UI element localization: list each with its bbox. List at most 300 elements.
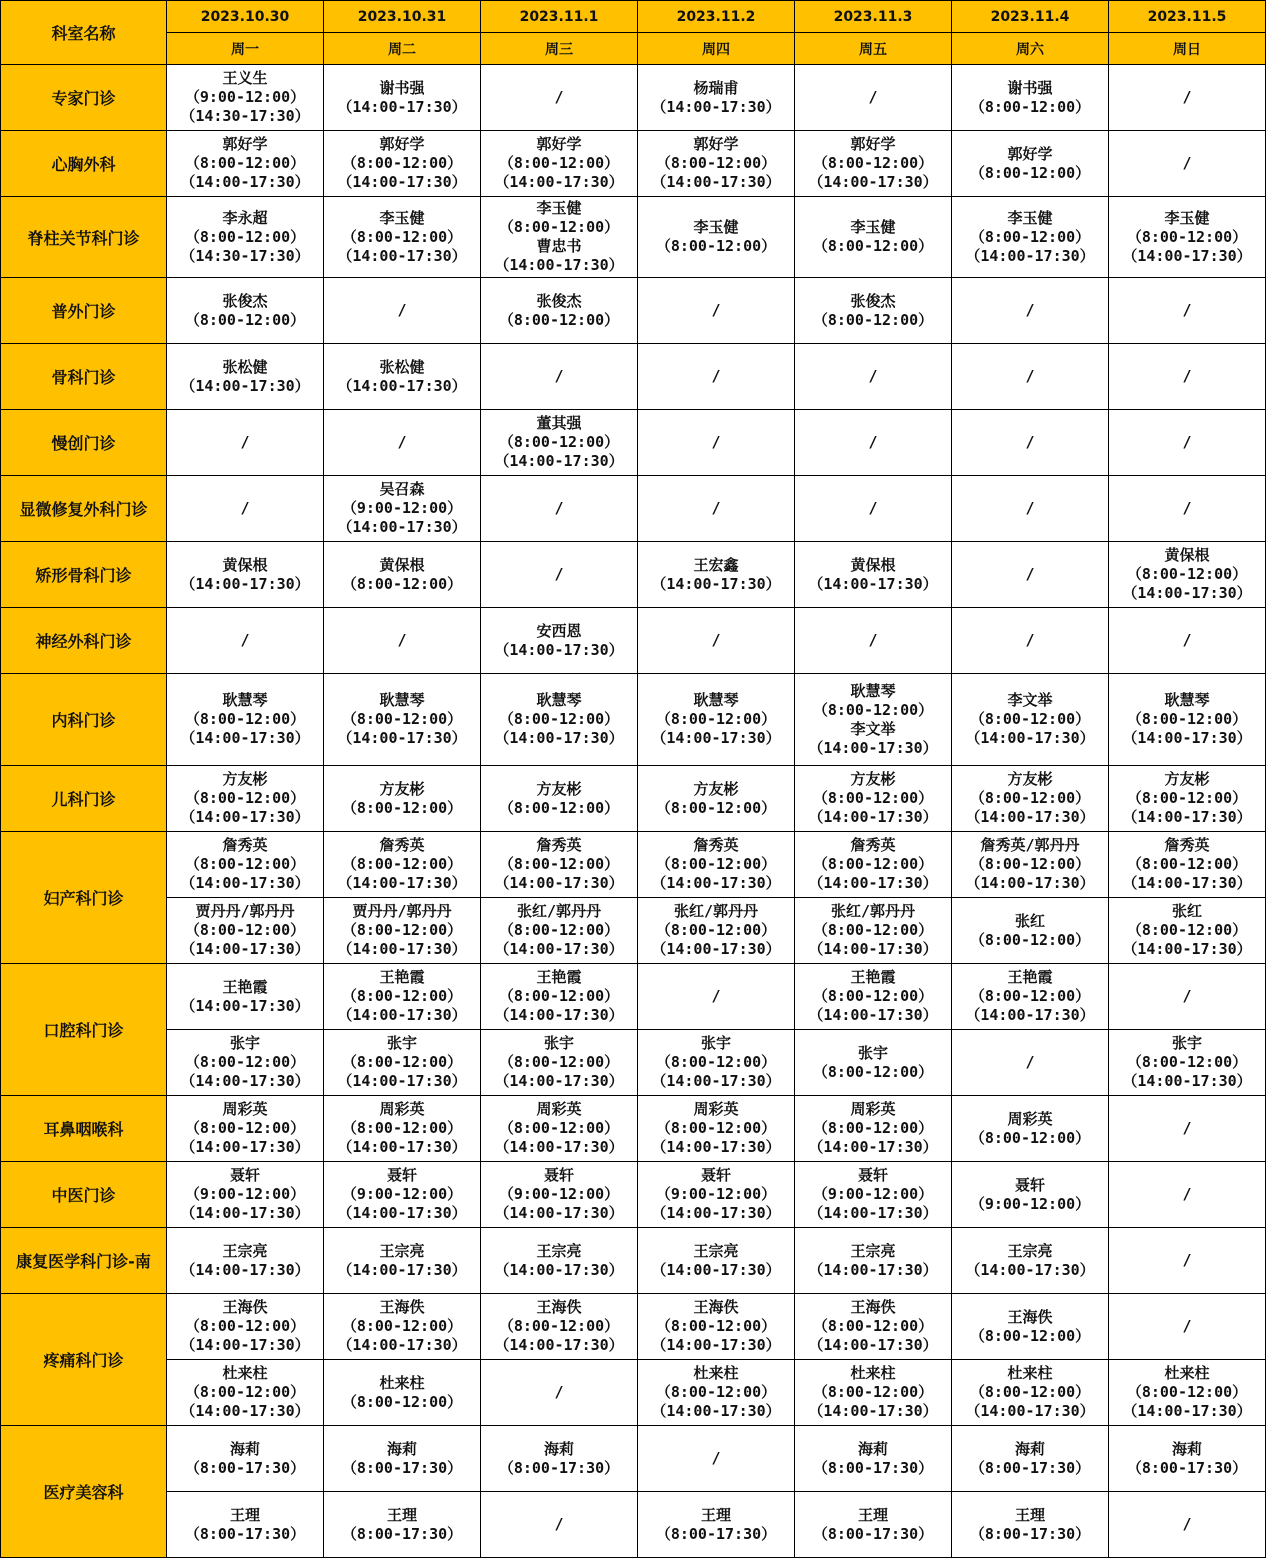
doctor-name: / — [240, 631, 250, 649]
cell-line: （14:00-17:30） — [651, 729, 781, 747]
doctor-name: 郭好学 — [850, 135, 896, 153]
doctor-name: / — [1182, 88, 1192, 106]
weekday-header: 周三 — [481, 33, 638, 65]
schedule-cell — [324, 542, 481, 608]
cell-line: （8:00-12:00） — [1126, 855, 1248, 873]
cell-line: （8:00-12:00） — [341, 1317, 463, 1335]
weekday-header: 周四 — [638, 33, 795, 65]
schedule-cell — [481, 278, 638, 344]
cell-line: （14:00-17:30） — [651, 874, 781, 892]
schedule-cell — [1109, 65, 1266, 131]
department-name: 心胸外科 — [1, 131, 167, 197]
schedule-row — [1, 1492, 1266, 1558]
cell-line: （14:00-17:30） — [180, 1336, 310, 1354]
schedule-cell — [481, 1162, 638, 1228]
cell-line: （8:00-12:00） — [1126, 789, 1248, 807]
schedule-cell — [167, 542, 324, 608]
cell-line: （8:00-17:30） — [498, 1458, 620, 1477]
cell-line: （8:00-12:00） — [969, 97, 1091, 116]
doctor-name: 杜来柱 — [222, 1364, 268, 1382]
doctor-name: 聂轩 — [857, 1166, 888, 1184]
schedule-cell — [795, 766, 952, 832]
doctor-name: 王海佚 — [850, 1298, 896, 1316]
cell-line: （14:00-17:30） — [337, 940, 467, 958]
schedule-cell — [1109, 674, 1266, 766]
doctor-name: 海莉 — [543, 1439, 574, 1458]
doctor-name: / — [1182, 1119, 1192, 1137]
doctor-name: 聂轩 — [543, 1166, 574, 1184]
doctor-name: / — [554, 499, 564, 517]
doctor-name: / — [1025, 565, 1035, 583]
cell-line: （8:00-12:00） — [1126, 1053, 1248, 1071]
doctor-name: / — [554, 1515, 564, 1533]
cell-line: （14:00-17:30） — [180, 574, 310, 593]
schedule-cell — [1109, 344, 1266, 410]
doctor-name: 王宗亮 — [536, 1241, 582, 1260]
cell-line: （8:00-12:00） — [655, 237, 777, 255]
cell-line: （14:00-17:30） — [494, 1204, 624, 1222]
cell-line: （14:00-17:30） — [337, 1204, 467, 1222]
schedule-cell — [324, 1294, 481, 1360]
schedule-cell — [481, 674, 638, 766]
cell-line: （8:00-17:30） — [812, 1524, 934, 1543]
cell-line: （8:00-12:00） — [341, 987, 463, 1005]
schedule-cell — [167, 1162, 324, 1228]
cell-line: （8:00-12:00） — [969, 1128, 1091, 1147]
schedule-cell — [952, 1360, 1109, 1426]
schedule-cell — [324, 1096, 481, 1162]
cell-line: （14:00-17:30） — [494, 1138, 624, 1156]
cell-line: （8:00-12:00） — [498, 855, 620, 873]
doctor-name: 贾丹丹/郭丹丹 — [352, 902, 452, 920]
schedule-cell — [638, 1228, 795, 1294]
doctor-name: / — [1182, 1185, 1192, 1203]
cell-line: （8:00-12:00） — [1126, 710, 1248, 728]
schedule-cell — [1109, 1228, 1266, 1294]
doctor-name: 海莉 — [1014, 1439, 1045, 1458]
department-name: 骨科门诊 — [1, 344, 167, 410]
schedule-cell — [324, 197, 481, 278]
cell-line: （14:00-17:30） — [965, 1260, 1095, 1279]
doctor-name: 王理 — [857, 1505, 888, 1524]
cell-line: （8:00-12:00） — [655, 1053, 777, 1071]
cell-line: （8:00-12:00） — [655, 798, 777, 817]
schedule-cell — [795, 898, 952, 964]
cell-line: （14:00-17:30） — [808, 1402, 938, 1420]
doctor-name: / — [554, 367, 564, 385]
cell-line: （8:00-17:30） — [341, 1458, 463, 1477]
doctor-name: / — [1025, 631, 1035, 649]
doctor-name: 董其强 — [536, 414, 582, 432]
cell-line: （14:00-17:30） — [494, 874, 624, 892]
schedule-cell — [638, 542, 795, 608]
schedule-cell — [795, 278, 952, 344]
date-header: 2023.11.1 — [481, 1, 638, 33]
doctor-name: 王理 — [229, 1505, 260, 1524]
department-name: 内科门诊 — [1, 674, 167, 766]
doctor-name: / — [1182, 154, 1192, 172]
department-name: 医疗美容科 — [1, 1426, 167, 1558]
schedule-row — [1, 766, 1266, 832]
cell-line: （8:00-12:00） — [969, 855, 1091, 873]
date-header: 2023.11.5 — [1109, 1, 1266, 33]
doctor-name: / — [554, 1383, 564, 1401]
weekday-header: 周五 — [795, 33, 952, 65]
schedule-cell — [481, 410, 638, 476]
doctor-name: 海莉 — [229, 1439, 260, 1458]
schedule-cell — [324, 131, 481, 197]
schedule-cell — [638, 674, 795, 766]
schedule-cell — [167, 278, 324, 344]
doctor-name: 周彩英 — [693, 1100, 739, 1118]
doctor-name: 詹秀英 — [1164, 836, 1210, 854]
header-date-row — [1, 1, 1266, 33]
schedule-cell — [324, 278, 481, 344]
cell-line: 李文举 — [850, 719, 896, 738]
schedule-cell — [324, 476, 481, 542]
cell-line: （14:00-17:30） — [965, 1402, 1095, 1420]
department-name: 显微修复外科门诊 — [1, 476, 167, 542]
doctor-name: / — [1025, 367, 1035, 385]
date-header: 2023.10.30 — [167, 1, 324, 33]
cell-line: （14:30-17:30） — [180, 107, 310, 125]
doctor-name: 王理 — [1014, 1505, 1045, 1524]
schedule-cell — [167, 1096, 324, 1162]
schedule-cell — [481, 344, 638, 410]
schedule-cell — [795, 1360, 952, 1426]
schedule-cell — [481, 1228, 638, 1294]
cell-line: （14:00-17:30） — [494, 452, 624, 470]
dept-column-header: 科室名称 — [1, 1, 167, 65]
schedule-cell — [167, 832, 324, 898]
cell-line: （8:00-12:00） — [812, 921, 934, 939]
schedule-cell — [795, 65, 952, 131]
cell-line: （8:00-12:00） — [184, 227, 306, 246]
schedule-cell — [1109, 1360, 1266, 1426]
schedule-cell — [795, 1096, 952, 1162]
schedule-row — [1, 832, 1266, 898]
schedule-cell — [324, 832, 481, 898]
schedule-cell — [638, 1096, 795, 1162]
department-name: 耳鼻咽喉科 — [1, 1096, 167, 1162]
department-name: 中医门诊 — [1, 1162, 167, 1228]
cell-line: （8:00-12:00） — [341, 855, 463, 873]
schedule-cell — [481, 65, 638, 131]
schedule-cell — [952, 476, 1109, 542]
schedule-cell — [952, 1096, 1109, 1162]
cell-line: （14:00-17:30） — [337, 729, 467, 747]
doctor-name: / — [1182, 499, 1192, 517]
doctor-name: 杜来柱 — [379, 1373, 425, 1392]
cell-line: （8:00-12:00） — [1126, 565, 1248, 583]
schedule-cell — [167, 131, 324, 197]
cell-line: （8:00-12:00） — [969, 789, 1091, 807]
cell-line: （14:00-17:30） — [651, 1402, 781, 1420]
doctor-name: 王海佚 — [536, 1298, 582, 1316]
doctor-name: / — [711, 499, 721, 517]
cell-line: （8:00-12:00） — [341, 710, 463, 728]
schedule-cell — [952, 131, 1109, 197]
doctor-name: 郭好学 — [1007, 144, 1053, 163]
cell-line: （8:00-12:00） — [969, 1326, 1091, 1345]
doctor-name: 聂轩 — [229, 1166, 260, 1184]
cell-line: （8:00-12:00） — [655, 1383, 777, 1401]
cell-line: （8:00-17:30） — [969, 1458, 1091, 1477]
cell-line: （8:00-12:00） — [498, 1119, 620, 1137]
doctor-name: 王海佚 — [1007, 1307, 1053, 1326]
schedule-cell — [167, 608, 324, 674]
doctor-name: 谢书强 — [379, 78, 425, 97]
doctor-name: 方友彬 — [379, 779, 425, 798]
doctor-name: 李玉健 — [850, 218, 896, 236]
doctor-name: 张宇 — [543, 1034, 574, 1052]
cell-line: （14:00-17:30） — [337, 1336, 467, 1354]
doctor-name: 张宇 — [386, 1034, 417, 1052]
schedule-cell — [795, 1294, 952, 1360]
cell-line: （14:00-17:30） — [494, 1072, 624, 1090]
schedule-cell — [1109, 766, 1266, 832]
cell-line: （14:00-17:30） — [651, 574, 781, 593]
cell-line: （14:00-17:30） — [494, 1260, 624, 1279]
cell-line: （8:00-12:00） — [812, 237, 934, 255]
department-name: 疼痛科门诊 — [1, 1294, 167, 1426]
cell-line: （14:00-17:30） — [494, 173, 624, 191]
cell-line: （14:00-17:30） — [1122, 874, 1252, 892]
cell-line: （8:00-12:00） — [812, 700, 934, 719]
doctor-name: 海莉 — [1171, 1439, 1202, 1458]
doctor-name: 黄保根 — [379, 555, 425, 574]
doctor-name: / — [868, 367, 878, 385]
cell-line: （8:00-12:00） — [812, 310, 934, 329]
schedule-cell — [952, 1294, 1109, 1360]
cell-line: （8:00-12:00） — [812, 987, 934, 1005]
doctor-name: 张松健 — [379, 357, 425, 376]
schedule-cell — [638, 410, 795, 476]
schedule-cell — [952, 1030, 1109, 1096]
cell-line: （14:00-17:30） — [337, 1072, 467, 1090]
schedule-cell — [795, 542, 952, 608]
department-name: 口腔科门诊 — [1, 964, 167, 1096]
schedule-cell — [795, 1162, 952, 1228]
cell-line: （8:00-12:00） — [498, 710, 620, 728]
doctor-name: 贾丹丹/郭丹丹 — [195, 902, 295, 920]
schedule-cell — [638, 1426, 795, 1492]
cell-line: （14:00-17:30） — [965, 874, 1095, 892]
cell-line: （8:00-12:00） — [184, 710, 306, 728]
schedule-cell — [1109, 1492, 1266, 1558]
schedule-row — [1, 1228, 1266, 1294]
schedule-cell — [481, 1030, 638, 1096]
cell-line: （8:00-12:00） — [812, 1119, 934, 1137]
cell-line: （14:00-17:30） — [180, 808, 310, 826]
cell-line: （14:00-17:30） — [808, 1260, 938, 1279]
cell-line: （8:00-12:00） — [1126, 227, 1248, 246]
cell-line: （8:00-12:00） — [341, 227, 463, 246]
schedule-cell — [481, 608, 638, 674]
schedule-cell — [952, 1162, 1109, 1228]
doctor-name: 耿慧琴 — [850, 681, 896, 700]
doctor-name: / — [397, 301, 407, 319]
schedule-cell — [952, 1492, 1109, 1558]
schedule-cell — [952, 1228, 1109, 1294]
cell-line: （9:00-12:00） — [184, 88, 306, 106]
schedule-cell — [1109, 542, 1266, 608]
doctor-name: 詹秀英 — [693, 836, 739, 854]
doctor-name: / — [711, 987, 721, 1005]
cell-line: （8:00-17:30） — [1126, 1458, 1248, 1477]
cell-line: （14:00-17:30） — [337, 97, 467, 116]
cell-line: （14:00-17:30） — [1122, 246, 1252, 265]
schedule-cell — [324, 1162, 481, 1228]
cell-line: （14:00-17:30） — [180, 940, 310, 958]
schedule-cell — [638, 832, 795, 898]
doctor-name: / — [397, 631, 407, 649]
schedule-cell — [324, 1426, 481, 1492]
doctor-name: / — [240, 499, 250, 517]
cell-line: （8:00-12:00） — [812, 789, 934, 807]
schedule-cell — [481, 476, 638, 542]
date-header: 2023.11.2 — [638, 1, 795, 33]
department-name: 儿科门诊 — [1, 766, 167, 832]
doctor-name: / — [711, 1449, 721, 1467]
schedule-cell — [795, 476, 952, 542]
doctor-name: 张红/郭丹丹 — [516, 902, 602, 920]
schedule-row — [1, 898, 1266, 964]
schedule-cell — [324, 674, 481, 766]
schedule-cell — [795, 674, 952, 766]
schedule-cell — [795, 1492, 952, 1558]
doctor-name: / — [1182, 367, 1192, 385]
cell-line: （8:00-17:30） — [812, 1458, 934, 1477]
schedule-row — [1, 964, 1266, 1030]
doctor-name: 方友彬 — [536, 779, 582, 798]
cell-line: （14:00-17:30） — [337, 376, 467, 395]
doctor-name: 耿慧琴 — [379, 691, 425, 709]
doctor-name: 方友彬 — [1164, 770, 1210, 788]
cell-line: （8:00-12:00） — [184, 789, 306, 807]
cell-line: （14:00-17:30） — [808, 1006, 938, 1024]
date-header: 2023.11.3 — [795, 1, 952, 33]
cell-line: （14:00-17:30） — [180, 874, 310, 892]
schedule-cell — [952, 278, 1109, 344]
schedule-cell — [481, 1096, 638, 1162]
cell-line: （14:00-17:30） — [180, 729, 310, 747]
doctor-name: 郭好学 — [693, 135, 739, 153]
cell-line: （8:00-17:30） — [655, 1524, 777, 1543]
schedule-row — [1, 608, 1266, 674]
cell-line: （14:00-17:30） — [494, 1006, 624, 1024]
cell-line: （8:00-12:00） — [498, 218, 620, 236]
cell-line: （14:00-17:30） — [337, 874, 467, 892]
schedule-cell — [952, 608, 1109, 674]
doctor-name: 谢书强 — [1007, 78, 1053, 97]
cell-line: （8:00-12:00） — [498, 154, 620, 172]
cell-line: （14:00-17:30） — [1122, 1072, 1252, 1090]
schedule-cell — [638, 1360, 795, 1426]
cell-line: （8:00-12:00） — [655, 921, 777, 939]
schedule-cell — [952, 65, 1109, 131]
department-name: 矫形骨科门诊 — [1, 542, 167, 608]
cell-line: （8:00-12:00） — [184, 1317, 306, 1335]
schedule-cell — [1109, 898, 1266, 964]
doctor-name: 郭好学 — [536, 135, 582, 153]
schedule-cell — [1109, 1162, 1266, 1228]
cell-line: （14:00-17:30） — [494, 729, 624, 747]
doctor-name: 海莉 — [857, 1439, 888, 1458]
cell-line: （14:00-17:30） — [808, 173, 938, 191]
schedule-cell — [1109, 608, 1266, 674]
cell-line: （8:00-12:00） — [498, 433, 620, 451]
schedule-cell — [167, 964, 324, 1030]
doctor-name: 安西恩 — [536, 621, 582, 640]
schedule-cell — [795, 344, 952, 410]
cell-line: （8:00-12:00） — [498, 310, 620, 329]
doctor-name: 王宗亮 — [1007, 1241, 1053, 1260]
doctor-name: 王宗亮 — [222, 1241, 268, 1260]
doctor-name: 周彩英 — [379, 1100, 425, 1118]
schedule-cell — [481, 832, 638, 898]
cell-line: （14:00-17:30） — [1122, 1402, 1252, 1420]
cell-line: （8:00-12:00） — [341, 1053, 463, 1071]
schedule-cell — [167, 1228, 324, 1294]
schedule-row — [1, 344, 1266, 410]
cell-line: （8:00-12:00） — [812, 1383, 934, 1401]
doctor-name: 詹秀英 — [222, 836, 268, 854]
schedule-cell — [638, 608, 795, 674]
schedule-cell — [638, 476, 795, 542]
cell-line: （14:00-17:30） — [180, 1072, 310, 1090]
cell-line: （8:00-12:00） — [341, 154, 463, 172]
schedule-row — [1, 278, 1266, 344]
doctor-name: 王宏鑫 — [693, 555, 739, 574]
schedule-cell — [167, 65, 324, 131]
cell-line: （14:00-17:30） — [180, 1204, 310, 1222]
cell-line: （8:00-12:00） — [498, 987, 620, 1005]
doctor-name: 吴召森 — [379, 480, 425, 498]
doctor-name: 王艳霞 — [536, 968, 582, 986]
cell-line: （8:00-12:00） — [969, 930, 1091, 949]
schedule-cell — [167, 476, 324, 542]
cell-line: （14:00-17:30） — [337, 518, 467, 536]
schedule-cell — [167, 898, 324, 964]
cell-line: （9:00-12:00） — [498, 1185, 620, 1203]
schedule-cell — [167, 674, 324, 766]
cell-line: （14:00-17:30） — [651, 1072, 781, 1090]
schedule-cell — [324, 766, 481, 832]
cell-line: （8:00-12:00） — [184, 1383, 306, 1401]
schedule-cell — [481, 766, 638, 832]
cell-line: （14:00-17:30） — [965, 1006, 1095, 1024]
doctor-name: 张松健 — [222, 357, 268, 376]
schedule-cell — [1109, 964, 1266, 1030]
department-name: 脊柱关节科门诊 — [1, 197, 167, 278]
cell-line: （14:30-17:30） — [180, 246, 310, 265]
schedule-cell — [167, 1360, 324, 1426]
doctor-name: 黄保根 — [1164, 546, 1210, 564]
cell-line: （8:00-12:00） — [184, 1053, 306, 1071]
schedule-cell — [481, 1360, 638, 1426]
doctor-name: 王海佚 — [379, 1298, 425, 1316]
cell-line: （14:00-17:30） — [180, 376, 310, 395]
date-header: 2023.11.4 — [952, 1, 1109, 33]
schedule-row — [1, 1360, 1266, 1426]
schedule-cell — [795, 1030, 952, 1096]
schedule-cell — [1109, 476, 1266, 542]
doctor-name: 杜来柱 — [850, 1364, 896, 1382]
cell-line: （9:00-12:00） — [655, 1185, 777, 1203]
cell-line: （14:00-17:30） — [1122, 584, 1252, 602]
cell-line: （9:00-12:00） — [969, 1194, 1091, 1213]
